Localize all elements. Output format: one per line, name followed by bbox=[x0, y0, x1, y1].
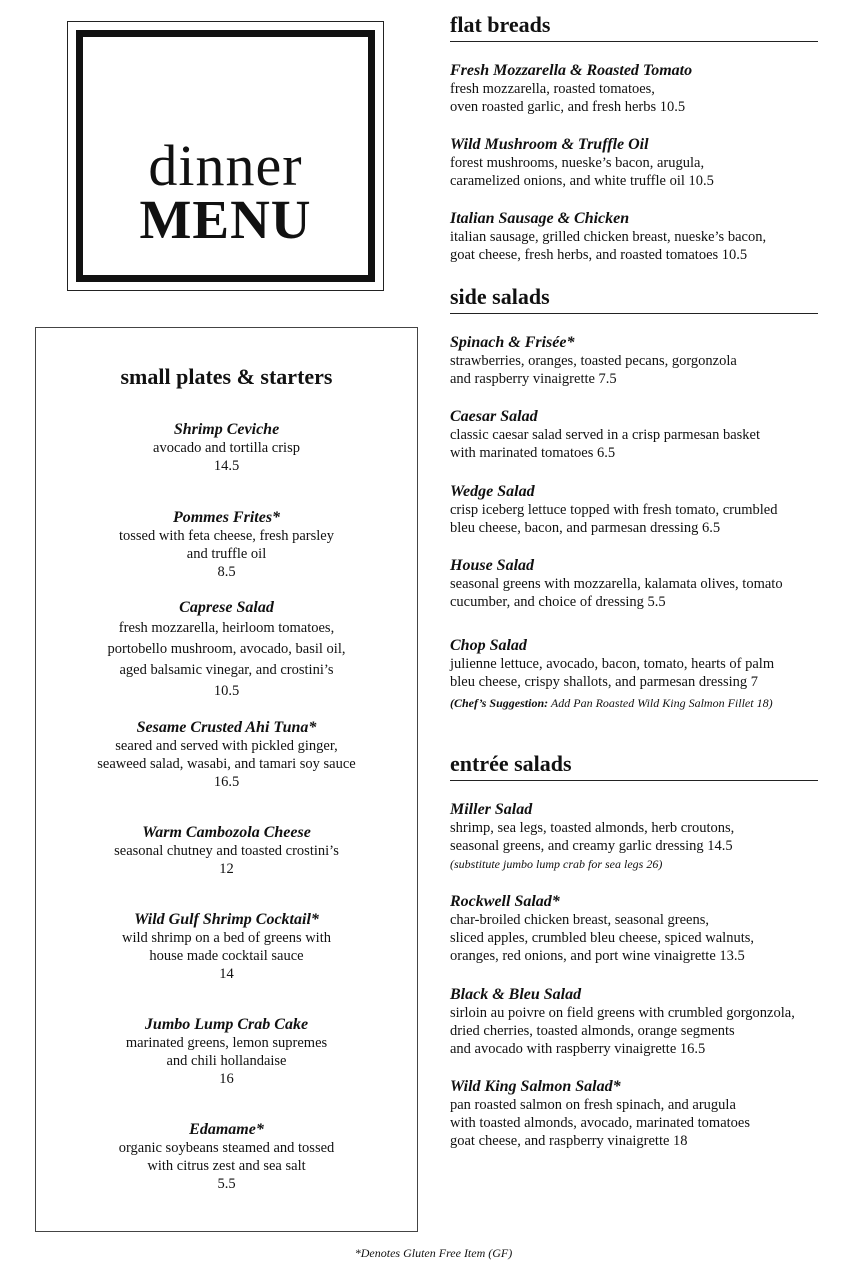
item-name: Chop Salad bbox=[450, 637, 527, 654]
item-desc: caramelized onions, and white truffle oil 10.5 bbox=[450, 173, 714, 189]
menu-item-sausage-chicken bbox=[450, 209, 830, 264]
item-price: 16 bbox=[219, 1071, 234, 1087]
item-name: Jumbo Lump Crab Cake bbox=[144, 1016, 309, 1033]
menu-logo bbox=[67, 21, 384, 291]
item-name: Wild King Salmon Salad* bbox=[450, 1078, 621, 1095]
item-desc: seaweed salad, wasabi, and tamari soy sauce bbox=[97, 756, 356, 772]
item-price: 5.5 bbox=[217, 1176, 236, 1192]
item-desc: goat cheese, and raspberry vinaigrette 18 bbox=[450, 1133, 688, 1149]
item-desc: crisp iceberg lettuce topped with fresh tomato, crumbled bbox=[450, 502, 778, 518]
item-desc: fresh mozzarella, heirloom tomatoes, bbox=[118, 620, 335, 636]
item-note: (substitute jumbo lump crab for sea legs 26) bbox=[450, 857, 663, 871]
menu-item-spinach-frisee bbox=[450, 333, 830, 388]
menu-item-miller-salad bbox=[450, 800, 830, 873]
item-name: Sesame Crusted Ahi Tuna* bbox=[136, 719, 317, 736]
item-name: House Salad bbox=[450, 557, 535, 574]
item-desc: classic caesar salad served in a crisp parmesan basket bbox=[450, 427, 761, 443]
item-name: Black & Bleu Salad bbox=[450, 986, 582, 1003]
menu-item-shrimp-cocktail bbox=[36, 911, 417, 983]
item-desc: bleu cheese, crispy shallots, and parmesan dressing 7 bbox=[450, 674, 759, 690]
item-desc: sirloin au poivre on field greens with crumbled gorgonzola, bbox=[450, 1005, 795, 1021]
item-desc: bleu cheese, bacon, and parmesan dressing 6.5 bbox=[450, 520, 721, 536]
item-desc: organic soybeans steamed and tossed bbox=[118, 1140, 335, 1156]
item-desc: marinated greens, lemon supremes bbox=[125, 1035, 328, 1051]
menu-item-edamame bbox=[36, 1121, 417, 1193]
menu-item-wedge-salad bbox=[450, 482, 830, 537]
item-desc: with toasted almonds, avocado, marinated tomatoes bbox=[450, 1115, 750, 1131]
menu-item-chop-salad bbox=[450, 636, 830, 712]
section-title-flat-breads: flat breads bbox=[450, 12, 818, 42]
menu-item-shrimp-ceviche bbox=[36, 421, 417, 475]
item-name: Caesar Salad bbox=[450, 408, 538, 425]
item-name: Fresh Mozzarella & Roasted Tomato bbox=[450, 62, 693, 79]
item-price: 12 bbox=[219, 861, 234, 877]
item-name: Caprese Salad bbox=[179, 599, 274, 616]
chef-suggestion-text: Add Pan Roasted Wild King Salmon Fillet 18) bbox=[550, 696, 773, 710]
item-desc: goat cheese, fresh herbs, and roasted tomatoes 10.5 bbox=[450, 247, 748, 263]
section-title-entree-salads: entrée salads bbox=[450, 751, 818, 781]
item-desc: oranges, red onions, and port wine vinaigrette 13.5 bbox=[450, 948, 745, 964]
item-desc: avocado and tortilla crisp bbox=[153, 440, 300, 456]
item-desc: and avocado with raspberry vinaigrette 16.5 bbox=[450, 1041, 706, 1057]
item-desc: pan roasted salmon on fresh spinach, and arugula bbox=[450, 1097, 736, 1113]
item-desc: strawberries, oranges, toasted pecans, gorgonzola bbox=[450, 353, 737, 369]
menu-item-pommes-frites bbox=[36, 509, 417, 581]
item-name: Italian Sausage & Chicken bbox=[450, 210, 630, 227]
menu-item-black-bleu-salad bbox=[450, 985, 830, 1058]
item-name: Pommes Frites* bbox=[172, 509, 281, 526]
menu-item-mozzarella-tomato bbox=[450, 61, 830, 116]
item-desc: seared and served with pickled ginger, bbox=[115, 738, 338, 754]
chef-suggestion-label: (Chef’s Suggestion: bbox=[450, 696, 549, 710]
item-price: 14 bbox=[219, 966, 234, 982]
menu-item-house-salad bbox=[450, 556, 830, 611]
item-desc: portobello mushroom, avocado, basil oil, bbox=[107, 641, 346, 657]
item-name: Wild Gulf Shrimp Cocktail* bbox=[134, 911, 319, 928]
menu-item-mushroom-truffle bbox=[450, 135, 830, 190]
item-name: Wild Mushroom & Truffle Oil bbox=[450, 136, 649, 153]
menu-item-crab-cake bbox=[36, 1016, 417, 1088]
item-desc: seasonal greens, and creamy garlic dressing 14.5 bbox=[450, 838, 733, 854]
item-desc: seasonal greens with mozzarella, kalamata olives, tomato bbox=[450, 576, 783, 592]
item-desc: forest mushrooms, nueske’s bacon, arugula, bbox=[450, 155, 705, 171]
logo-word-dinner: dinner bbox=[148, 133, 303, 198]
starters-title: small plates & starters bbox=[120, 364, 333, 389]
item-desc: char-broiled chicken breast, seasonal greens, bbox=[450, 912, 709, 928]
chef-suggestion bbox=[450, 694, 830, 712]
menu-item-caesar-salad bbox=[450, 407, 830, 462]
item-desc: tossed with feta cheese, fresh parsley bbox=[118, 528, 334, 544]
item-desc: with marinated tomatoes 6.5 bbox=[450, 445, 616, 461]
item-desc: fresh mozzarella, roasted tomatoes, bbox=[450, 81, 655, 97]
item-price: 8.5 bbox=[217, 564, 236, 580]
item-desc: sliced apples, crumbled bleu cheese, spiced walnuts, bbox=[450, 930, 754, 946]
item-desc: with citrus zest and sea salt bbox=[147, 1158, 306, 1174]
item-name: Shrimp Ceviche bbox=[173, 421, 280, 438]
item-name: Spinach & Frisée* bbox=[450, 334, 575, 351]
item-desc: seasonal chutney and toasted crostini’s bbox=[114, 843, 339, 859]
item-name: Wedge Salad bbox=[450, 483, 535, 500]
item-desc: dried cherries, toasted almonds, orange segments bbox=[450, 1023, 735, 1039]
item-name: Miller Salad bbox=[450, 801, 533, 818]
item-price: 10.5 bbox=[213, 683, 240, 699]
menu-item-caprese-salad bbox=[36, 598, 417, 702]
item-desc: and truffle oil bbox=[186, 546, 267, 562]
item-name: Rockwell Salad* bbox=[450, 893, 560, 910]
item-desc: cucumber, and choice of dressing 5.5 bbox=[450, 594, 666, 610]
logo-word-menu: MENU bbox=[139, 189, 312, 250]
menu-item-king-salmon-salad bbox=[450, 1077, 830, 1150]
item-name: Warm Cambozola Cheese bbox=[142, 824, 311, 841]
item-desc: house made cocktail sauce bbox=[149, 948, 304, 964]
menu-item-ahi-tuna bbox=[36, 719, 417, 791]
gluten-free-footnote: *Denotes Gluten Free Item (GF) bbox=[354, 1246, 513, 1260]
item-desc: julienne lettuce, avocado, bacon, tomato, hearts of palm bbox=[450, 656, 775, 672]
item-desc: and chili hollandaise bbox=[166, 1053, 287, 1069]
item-price: 16.5 bbox=[213, 774, 240, 790]
item-desc: and raspberry vinaigrette 7.5 bbox=[450, 371, 617, 387]
logo-inner-border bbox=[76, 30, 375, 282]
item-desc: italian sausage, grilled chicken breast, nueske’s bacon, bbox=[450, 229, 767, 245]
item-desc: wild shrimp on a bed of greens with bbox=[121, 930, 331, 946]
item-name: Edamame* bbox=[189, 1121, 264, 1138]
item-desc: aged balsamic vinegar, and crostini’s bbox=[119, 662, 334, 678]
section-title-side-salads: side salads bbox=[450, 284, 818, 314]
item-price: 14.5 bbox=[213, 458, 240, 474]
menu-item-cambozola-cheese bbox=[36, 824, 417, 878]
item-desc: oven roasted garlic, and fresh herbs 10.5 bbox=[450, 99, 686, 115]
item-desc: shrimp, sea legs, toasted almonds, herb croutons, bbox=[450, 820, 735, 836]
menu-item-rockwell-salad bbox=[450, 892, 830, 965]
